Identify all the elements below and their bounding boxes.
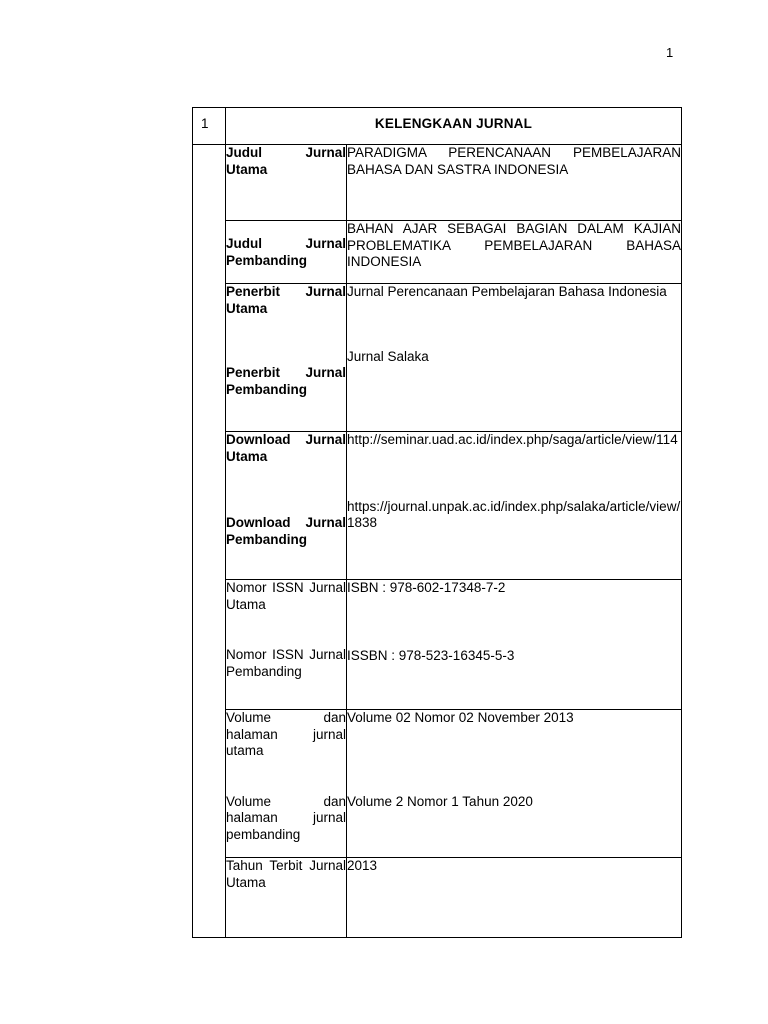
table-row (193, 145, 682, 221)
value-volume-utama: Volume 02 Nomor 02 November 2013 (347, 710, 574, 725)
label-penerbit-pembanding: Penerbit Jurnal Pembanding (226, 365, 346, 397)
link-download-pembanding[interactable]: https://journal.unpak.ac.id/index.php/salaka/article/view/1838 (347, 498, 681, 530)
row-number-cell (193, 108, 226, 145)
table-row (193, 580, 682, 710)
table-row (193, 710, 682, 858)
value-penerbit (347, 284, 682, 432)
value-judul-pembanding: BAHAN AJAR SEBAGAI BAGIAN DALAM KAJIAN PROBLEMATIKA PEMBELAJARAN BAHASA INDONESIA (347, 221, 682, 284)
value-tahun-utama: 2013 (347, 858, 682, 938)
label-issn-utama: Nomor ISSN Jurnal Utama (226, 580, 346, 612)
label-download-utama: Download Jurnal Utama (226, 432, 346, 464)
label-volume (226, 710, 347, 858)
label-tahun-utama: Tahun Terbit Jurnal Utama (226, 858, 347, 938)
value-volume (347, 710, 682, 858)
table-title: KELENGKAAN JURNAL (374, 116, 533, 131)
label-download-pembanding: Download Jurnal Pembanding (226, 515, 346, 547)
label-judul-pembanding: Judul Jurnal Pembanding (226, 221, 347, 284)
table-row (193, 284, 682, 432)
table-header-row (193, 108, 682, 145)
label-issn-pembanding: Nomor ISSN Jurnal Pembanding (226, 647, 346, 679)
label-volume-pembanding: Volume dan halaman jurnal pembanding (226, 793, 346, 842)
value-judul-utama: PARADIGMA PERENCANAAN PEMBELAJARAN BAHASA DAN SASTRA INDONESIA (347, 145, 682, 221)
value-issn (347, 580, 682, 710)
link-download-utama[interactable]: http://seminar.uad.ac.id/index.php/saga/article/view/114 (347, 432, 678, 447)
label-judul-utama: Judul Jurnal Utama (226, 145, 347, 221)
label-issn (226, 580, 347, 710)
label-penerbit-utama: Penerbit Jurnal Utama (226, 284, 346, 316)
value-issn-pembanding: ISSBN : 978-523-16345-5-3 (347, 647, 515, 663)
table-title-cell (226, 108, 682, 145)
value-volume-pembanding: Volume 2 Nomor 1 Tahun 2020 (347, 793, 533, 809)
value-issn-utama: ISBN : 978-602-17348-7-2 (347, 580, 506, 595)
table-row (193, 858, 682, 938)
label-penerbit (226, 284, 347, 432)
value-penerbit-pembanding: Jurnal Salaka (347, 348, 429, 364)
label-download (226, 432, 347, 580)
page-number: 1 (666, 45, 674, 60)
table-row (193, 221, 682, 284)
kelengkapan-jurnal-table (192, 107, 682, 938)
table-row (193, 432, 682, 580)
row-number: 1 (201, 116, 209, 131)
number-column-spacer (193, 145, 226, 938)
value-penerbit-utama: Jurnal Perencanaan Pembelajaran Bahasa Indonesia (347, 284, 667, 299)
label-volume-utama: Volume dan halaman jurnal utama (226, 710, 346, 758)
value-download (347, 432, 682, 580)
